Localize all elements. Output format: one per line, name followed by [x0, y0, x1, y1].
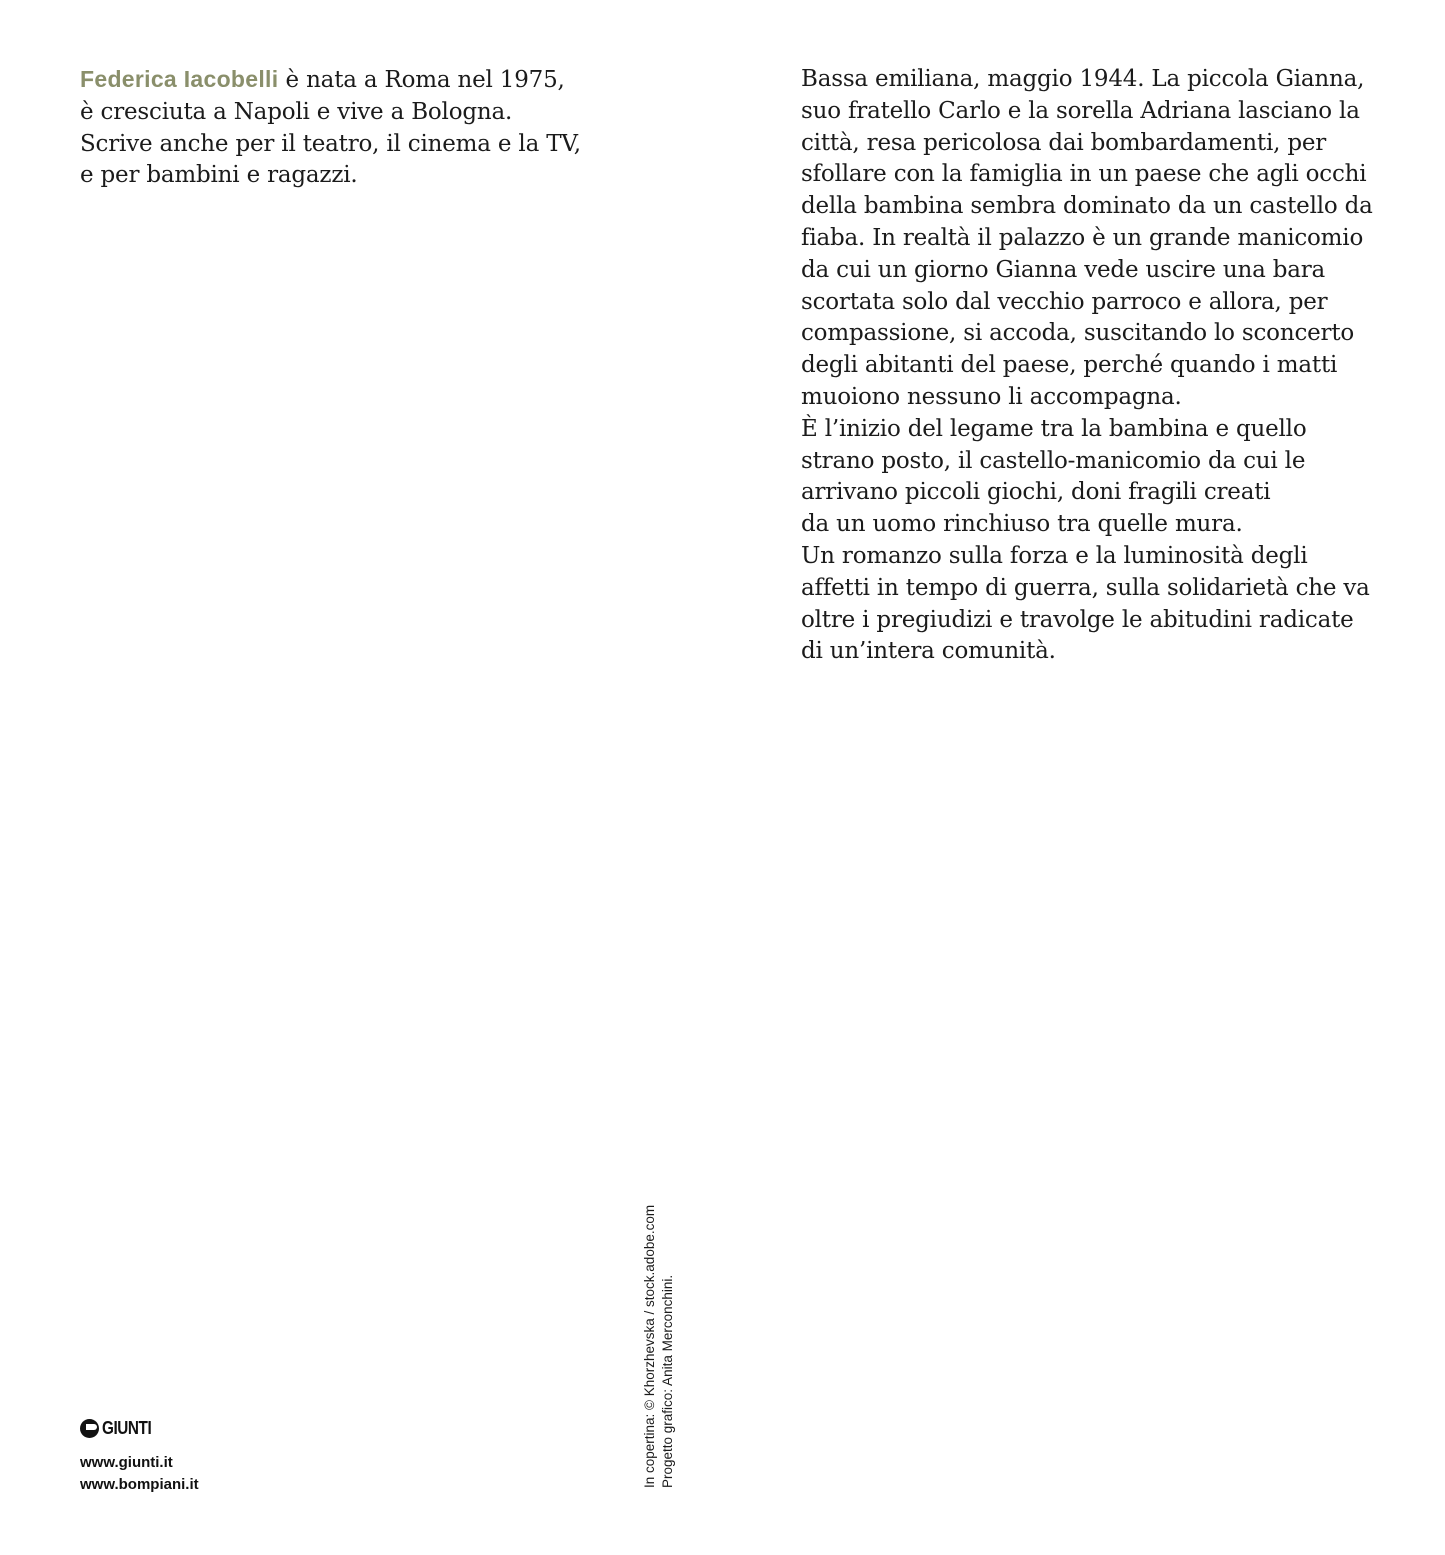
blurb-line: scortata solo dal vecchio parroco e allora, per: [801, 288, 1328, 315]
cover-credit: In copertina: © Khorzhevska / stock.adobe.com: [642, 1204, 657, 1488]
cover-credits: [641, 1188, 701, 1488]
blurb-line: arrivano piccoli giochi, doni fragili creati: [801, 479, 1271, 506]
author-bio-line: Scrive anche per il teatro, il cinema e la TV,: [80, 130, 581, 157]
blurb-line: oltre i pregiudizi e travolge le abitudini radicate: [801, 606, 1354, 633]
author-bio-line: e per bambini e ragazzi.: [80, 162, 358, 189]
blurb-line: città, resa pericolosa dai bombardamenti, per: [801, 129, 1327, 156]
author-name: Federica Iacobelli: [80, 66, 279, 92]
author-bio-first-line: è nata a Roma nel 1975,: [278, 67, 565, 93]
blurb-line: muoiono nessuno li accompagna.: [801, 383, 1182, 410]
author-bio-line: è cresciuta a Napoli e vive a Bologna.: [80, 98, 513, 125]
design-credit: Progetto grafico: Anita Merconchini.: [660, 1274, 675, 1488]
blurb-line: fiaba. In realtà il palazzo è un grande manicomio: [801, 224, 1364, 251]
blurb-line: della bambina sembra dominato da un castello da: [801, 193, 1373, 220]
giunti-logo-icon: [80, 1419, 99, 1438]
blurb-line: degli abitanti del paese, perché quando i matti: [801, 352, 1338, 379]
book-blurb: [801, 64, 1391, 668]
author-bio-line: [80, 64, 600, 97]
blurb-line: di un’intera comunità.: [801, 638, 1056, 665]
blurb-line: affetti in tempo di guerra, sulla solidarietà che va: [801, 574, 1370, 601]
blurb-line: da un uomo rinchiuso tra quelle mura.: [801, 511, 1243, 538]
website-link[interactable]: www.giunti.it: [80, 1454, 173, 1471]
publisher-logo: [80, 1417, 160, 1439]
blurb-line: È l’inizio del legame tra la bambina e quello: [801, 415, 1307, 442]
blurb-line: suo fratello Carlo e la sorella Adriana lasciano la: [801, 97, 1360, 124]
blurb-line: da cui un giorno Gianna vede uscire una bara: [801, 256, 1326, 283]
author-bio: [80, 64, 600, 192]
blurb-line: Bassa emiliana, maggio 1944. La piccola Gianna,: [801, 66, 1365, 92]
website-link[interactable]: www.bompiani.it: [80, 1476, 199, 1493]
publisher-websites: [80, 1452, 199, 1496]
blurb-line: sfollare con la famiglia in un paese che agli occhi: [801, 161, 1367, 188]
publisher-logo-text: GIUNTI: [102, 1417, 152, 1438]
blurb-line: Un romanzo sulla forza e la luminosità degli: [801, 542, 1308, 569]
blurb-line: strano posto, il castello-manicomio da cui le: [801, 447, 1306, 474]
blurb-line: compassione, si accoda, suscitando lo sconcerto: [801, 320, 1355, 347]
